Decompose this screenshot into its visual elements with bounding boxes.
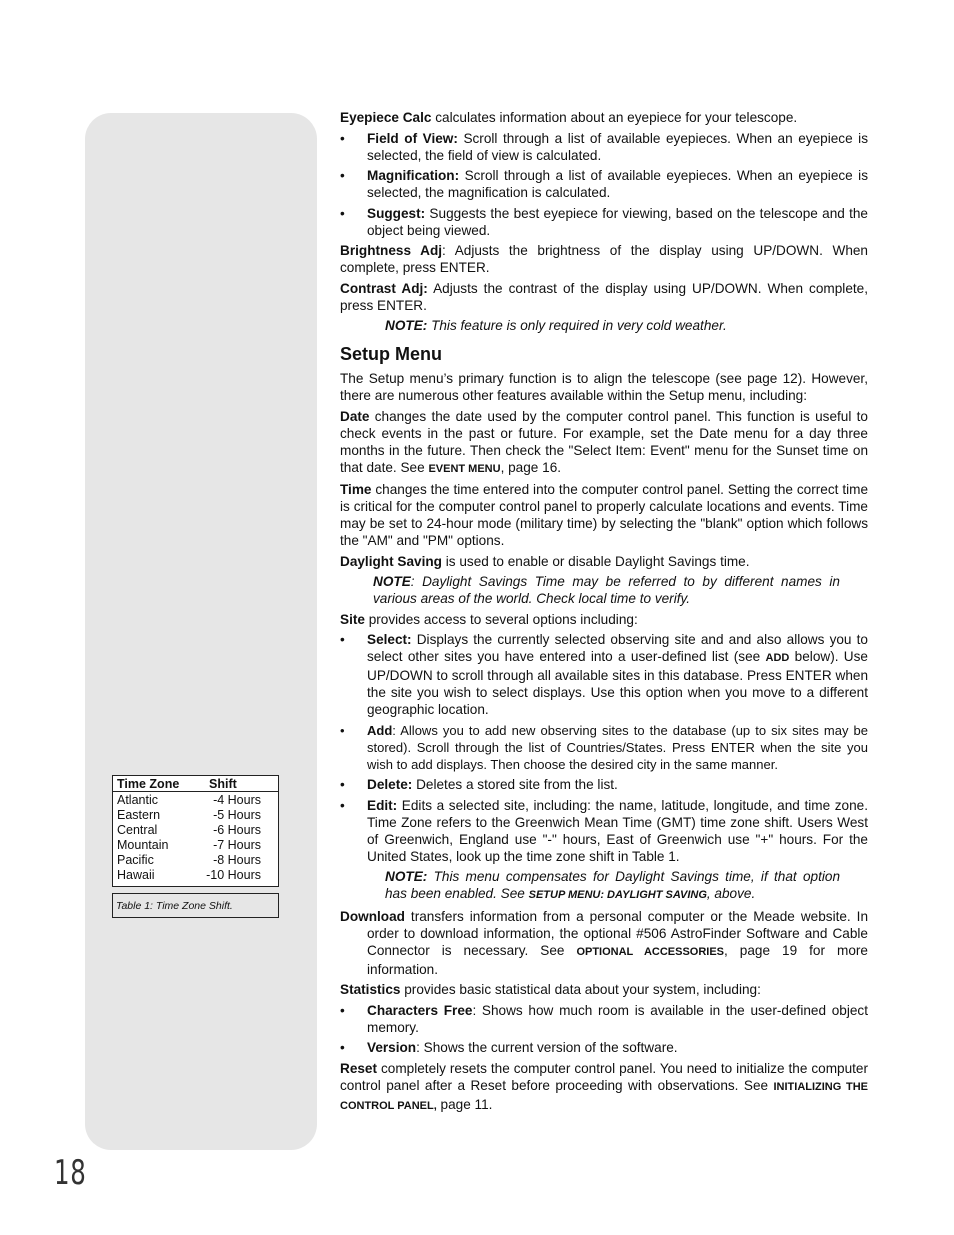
bullet-icon: • <box>340 777 345 792</box>
download-ref: OPTIONAL ACCESSORIES <box>576 945 725 958</box>
note-label: NOTE: <box>385 869 428 884</box>
edit-text: Edits a selected site, including: the name, latitude, longitude, and time zone. Time Zone refers to the Greenwich Mean Time (GMT) time zone shift. Users West of Greenwich, England use "-" hours, East of Greenwich use "+" hours. For the United States, look up the time zone shift in Table 1. <box>367 797 868 864</box>
select-text: Displays the currently selected observing site and and also allows you to select other sites you have entered into a user-defined list (see <box>367 632 868 664</box>
list-item-characters-free <box>340 1002 868 1036</box>
contrast-text: Adjusts the contrast of the display using UP/DOWN. When complete, press ENTER. <box>340 280 868 313</box>
brightness-term: Brightness Adj <box>340 243 443 258</box>
note-text: This feature is only required in very cold weather. <box>427 318 727 333</box>
sidebar-panel <box>85 113 317 1150</box>
note-daylight <box>340 573 868 607</box>
setup-intro: The Setup menu’s primary function is to align the telescope (see page 12). However, there are numerous other features available within the Setup menu, including: <box>340 371 868 403</box>
table-row <box>113 823 278 838</box>
download-tail: , page 19 for more information. <box>367 942 868 977</box>
zone-cell: Hawaii <box>117 868 155 882</box>
contrast-paragraph <box>340 280 868 314</box>
fov-term: Field of View: <box>367 130 458 146</box>
table-caption: Table 1: Time Zone Shift. <box>112 893 279 918</box>
list-item-select <box>340 631 868 718</box>
dst-text: is used to enable or disable Daylight Savings time. <box>441 553 750 569</box>
download-term: Download <box>340 908 405 924</box>
list-item-field-of-view <box>340 130 868 164</box>
table-row <box>113 793 278 808</box>
download-paragraph <box>340 908 868 978</box>
zone-cell: Atlantic <box>117 793 158 807</box>
brightness-text: : Adjusts the brightness of the display using UP/DOWN. When complete, press ENTER. <box>340 243 868 275</box>
contrast-term: Contrast Adj: <box>340 280 428 296</box>
note-text: This menu compensates for Daylight Savings time, if that option has been enabled. See <box>385 869 840 901</box>
table-header <box>113 776 278 792</box>
fov-text: Scroll through a list of available eyepieces. When an eyepiece is selected, the field of view is calculated. <box>367 130 868 163</box>
bullet-icon: • <box>340 632 345 647</box>
select-tail: below). Use UP/DOWN to scroll through all available sites in this database. Press ENTER when the site you wish to select displays. Use this option when you move to a different geographic location. <box>367 649 868 717</box>
bullet-icon: • <box>340 168 345 183</box>
shift-cell: -6 Hours <box>213 823 261 837</box>
list-item-add <box>340 722 868 773</box>
brightness-paragraph <box>340 242 868 276</box>
reset-tail: page 11. <box>436 1096 493 1112</box>
reset-paragraph <box>340 1060 868 1115</box>
eyepiece-text: calculates information about an eyepiece for your telescope. <box>431 110 798 125</box>
list-item-delete <box>340 776 868 793</box>
zone-cell: Mountain <box>117 838 169 852</box>
add-term: Add <box>367 722 393 738</box>
note-ref: SETUP MENU: DAYLIGHT SAVING <box>528 889 707 901</box>
table-row <box>113 808 278 823</box>
zone-cell: Central <box>117 823 158 837</box>
list-item-suggest <box>340 205 868 239</box>
bullet-icon: • <box>340 130 345 146</box>
eyepiece-term: Eyepiece Calc <box>340 110 432 125</box>
note-daylight-compensation <box>340 868 868 904</box>
reset-term: Reset <box>340 1060 378 1076</box>
bullet-icon: • <box>340 205 345 221</box>
table-row <box>113 853 278 868</box>
delete-text: Deletes a stored site from the list. <box>412 777 618 792</box>
bullet-icon: • <box>340 797 345 813</box>
header-shift: Shift <box>209 777 237 791</box>
note-label: NOTE: <box>385 318 428 333</box>
list-item-magnification <box>340 167 868 201</box>
time-term: Time <box>340 482 372 497</box>
site-text: provides access to several options including: <box>364 611 638 627</box>
bullet-icon: • <box>340 1040 345 1055</box>
shift-cell: -7 Hours <box>213 838 261 852</box>
daylight-saving-paragraph <box>340 553 868 570</box>
table-row <box>113 868 278 883</box>
main-text <box>340 109 868 1118</box>
zone-cell: Eastern <box>117 808 161 822</box>
shift-cell: -4 Hours <box>213 793 261 807</box>
date-paragraph <box>340 408 868 478</box>
note-text: : Daylight Savings Time may be referred to by different names in various areas of the world. Check local time to verify. <box>373 574 840 606</box>
time-text: changes the time entered into the computer control panel. Setting the correct time is critical for the computer control panel to properly calculate locations and events. Time may be set to 24-hour mode (military time) by selecting the "blank" option which follows the "AM" and "PM" options. <box>340 482 868 548</box>
shift-cell: -8 Hours <box>213 853 261 867</box>
select-term: Select: <box>367 632 412 647</box>
mag-text: Scroll through a list of available eyepieces. When an eyepiece is selected, the magnification is calculated. <box>367 168 868 200</box>
list-item-edit <box>340 797 868 865</box>
chars-term: Characters Free <box>367 1002 473 1018</box>
delete-term: Delete: <box>367 777 413 792</box>
date-term: Date <box>340 408 370 424</box>
list-item-version <box>340 1039 868 1056</box>
date-text: changes the date used by the computer control panel. This function is useful to check events in the past or future. For example, set the Date menu for a day three months in the future. Then check the "Select Item: Event" menu for the Sunset time on that date. See <box>340 408 868 475</box>
shift-cell: -5 Hours <box>213 808 261 822</box>
note-label: NOTE <box>373 574 411 589</box>
page-number: 18 <box>54 1153 87 1193</box>
eyepiece-paragraph <box>340 109 868 126</box>
reset-ref: INITIALIZING THE CONTROL PANEL, <box>340 1080 869 1112</box>
date-ref: EVENT MENU <box>428 462 501 475</box>
note-cold-weather <box>340 317 868 334</box>
mag-term: Magnification: <box>367 168 460 183</box>
time-zone-table <box>112 775 279 887</box>
edit-term: Edit: <box>367 797 398 813</box>
time-paragraph <box>340 481 868 549</box>
bullet-icon: • <box>340 722 345 738</box>
statistics-term: Statistics <box>340 982 401 997</box>
setup-menu-heading: Setup Menu <box>340 344 442 364</box>
table-row <box>113 838 278 853</box>
date-tail: , page 16. <box>500 459 562 475</box>
suggest-term: Suggest: <box>367 205 426 221</box>
shift-cell: -10 Hours <box>206 868 261 882</box>
site-paragraph <box>340 611 868 628</box>
site-term: Site <box>340 611 365 627</box>
bullet-icon: • <box>340 1002 345 1018</box>
statistics-text: provides basic statistical data about your system, including: <box>400 982 761 997</box>
version-term: Version <box>367 1040 417 1055</box>
download-text: transfers information from a personal computer or the Meade website. In order to download information, the optional #506 AstroFinder Software and Cable Connector is necessary. See <box>367 908 868 958</box>
header-time-zone: Time Zone <box>117 777 180 791</box>
suggest-text: Suggests the best eyepiece for viewing, based on the telescope and the object being viewed. <box>367 205 868 238</box>
note-tail: , above. <box>706 886 756 901</box>
statistics-paragraph <box>340 981 868 998</box>
zone-cell: Pacific <box>117 853 154 867</box>
reset-text: completely resets the computer control panel. You need to initialize the computer control panel after a Reset before proceeding with observations. See <box>340 1060 868 1093</box>
dst-term: Daylight Saving <box>340 553 442 569</box>
version-text: : Shows the current version of the software. <box>416 1040 678 1055</box>
chars-text: : Shows how much room is available in the user-defined object memory. <box>367 1002 868 1035</box>
select-ref: ADD <box>765 652 790 664</box>
add-text: : Allows you to add new observing sites to the database (up to six sites may be stored). Scroll through the list of Countries/States. Press ENTER when the site you wish to add displays. Then choose the desired city in the same manner. <box>367 722 868 772</box>
